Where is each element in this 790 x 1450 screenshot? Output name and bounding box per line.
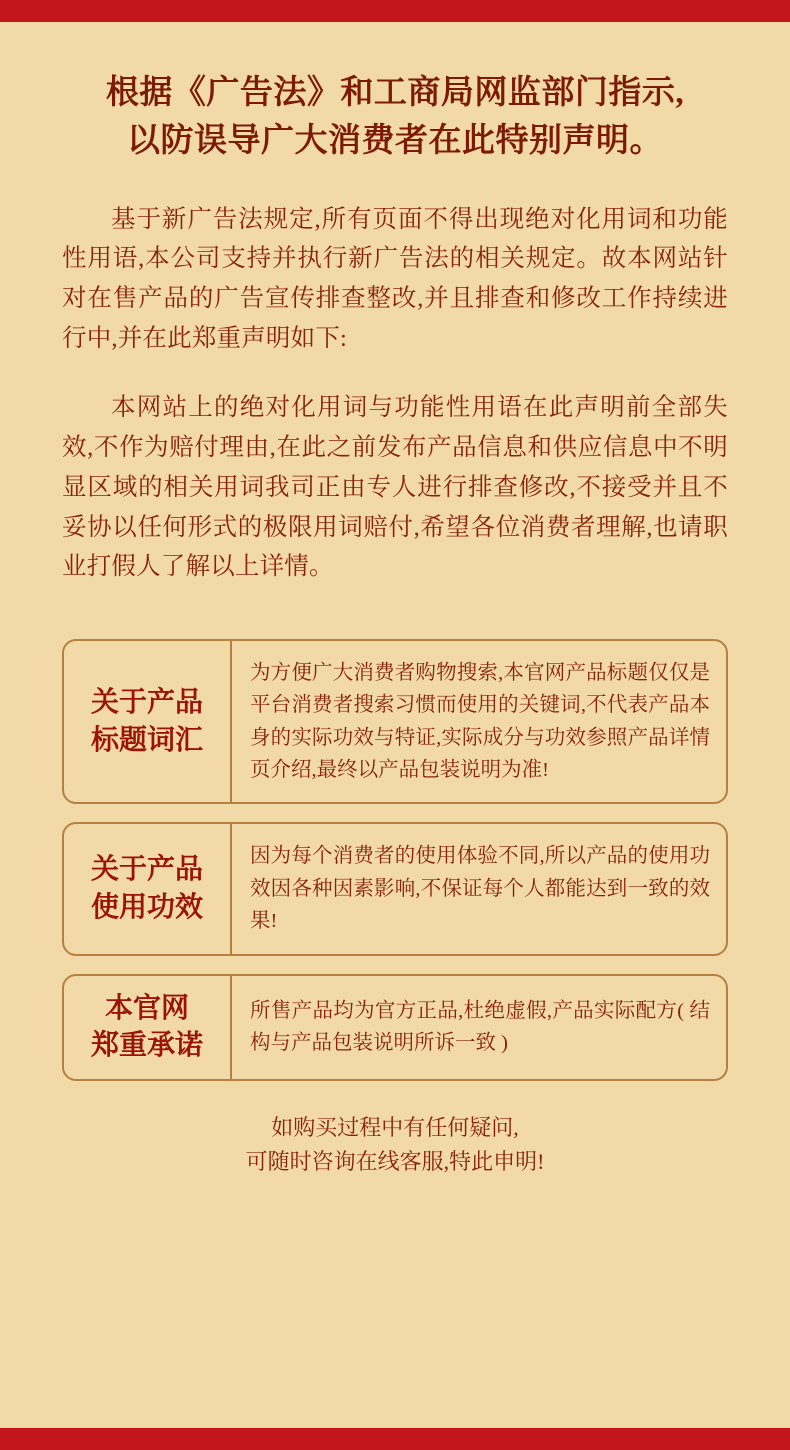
page-title bbox=[62, 22, 728, 166]
card-body-product-efficacy: 因为每个消费者的使用体验不同,所以产品的使用功效因各种因素影响,不保证每个人都能达到一致的效果! bbox=[250, 845, 710, 933]
card-title-line-1: 关于产品 bbox=[90, 854, 203, 886]
bottom-red-bar bbox=[0, 1428, 790, 1450]
content-area bbox=[0, 22, 790, 1428]
card-product-efficacy bbox=[62, 822, 728, 955]
top-red-bar bbox=[0, 0, 790, 22]
statement-paragraph-2: 本网站上的绝对化用词与功能性用语在此声明前全部失效,不作为赔付理由,在此之前发布产品信息和供应信息中不明显区域的相关用词我司正由专人进行排查修改,不接受并且不妥协以任何形式的极限用词赔付,希望各位消费者理解,也请职业打假人了解以上详情。 bbox=[62, 394, 728, 581]
card-title-line-2: 郑重承诺 bbox=[90, 1030, 203, 1062]
page-title-line-1: 根据《广告法》和工商局网监部门指示, bbox=[105, 75, 685, 111]
card-body-official-promise: 所售产品均为官方正品,杜绝虚假,产品实际配方( 结构与产品包装说明所诉一致 ) bbox=[250, 999, 710, 1055]
card-title-line-1: 关于产品 bbox=[90, 686, 203, 718]
card-official-promise bbox=[62, 974, 728, 1082]
footer-note-line-1: 如购买过程中有任何疑问, bbox=[271, 1115, 519, 1141]
card-title-product-title-terms bbox=[64, 641, 232, 803]
page-title-line-2: 以防误导广大消费者在此特别声明。 bbox=[127, 122, 663, 159]
card-body-product-title-terms: 为方便广大消费者购物搜索,本官网产品标题仅仅是平台消费者搜索习惯而使用的关键词,不代表产品本身的实际功效与特证,实际成分与功效参照产品详情页介绍,最终以产品包装说明为准! bbox=[250, 661, 710, 781]
statement-card-list bbox=[62, 639, 728, 1081]
card-title-official-promise bbox=[64, 976, 232, 1080]
footer-note-line-2: 可随时咨询在线客服,特此申明! bbox=[245, 1149, 545, 1175]
card-title-line-2: 标题词汇 bbox=[90, 724, 203, 756]
card-title-line-1: 本官网 bbox=[104, 992, 189, 1024]
card-title-line-2: 使用功效 bbox=[90, 891, 203, 923]
card-product-title-terms bbox=[62, 639, 728, 805]
card-title-product-efficacy bbox=[64, 824, 232, 953]
footer-note bbox=[62, 1111, 728, 1179]
statement-paragraph-1: 基于新广告法规定,所有页面不得出现绝对化用词和功能性用语,本公司支持并执行新广告法的相关规定。故本网站针对在售产品的广告宣传排查整改,并且排查和修改工作持续进行中,并在此郑重声明如下: bbox=[62, 205, 728, 352]
